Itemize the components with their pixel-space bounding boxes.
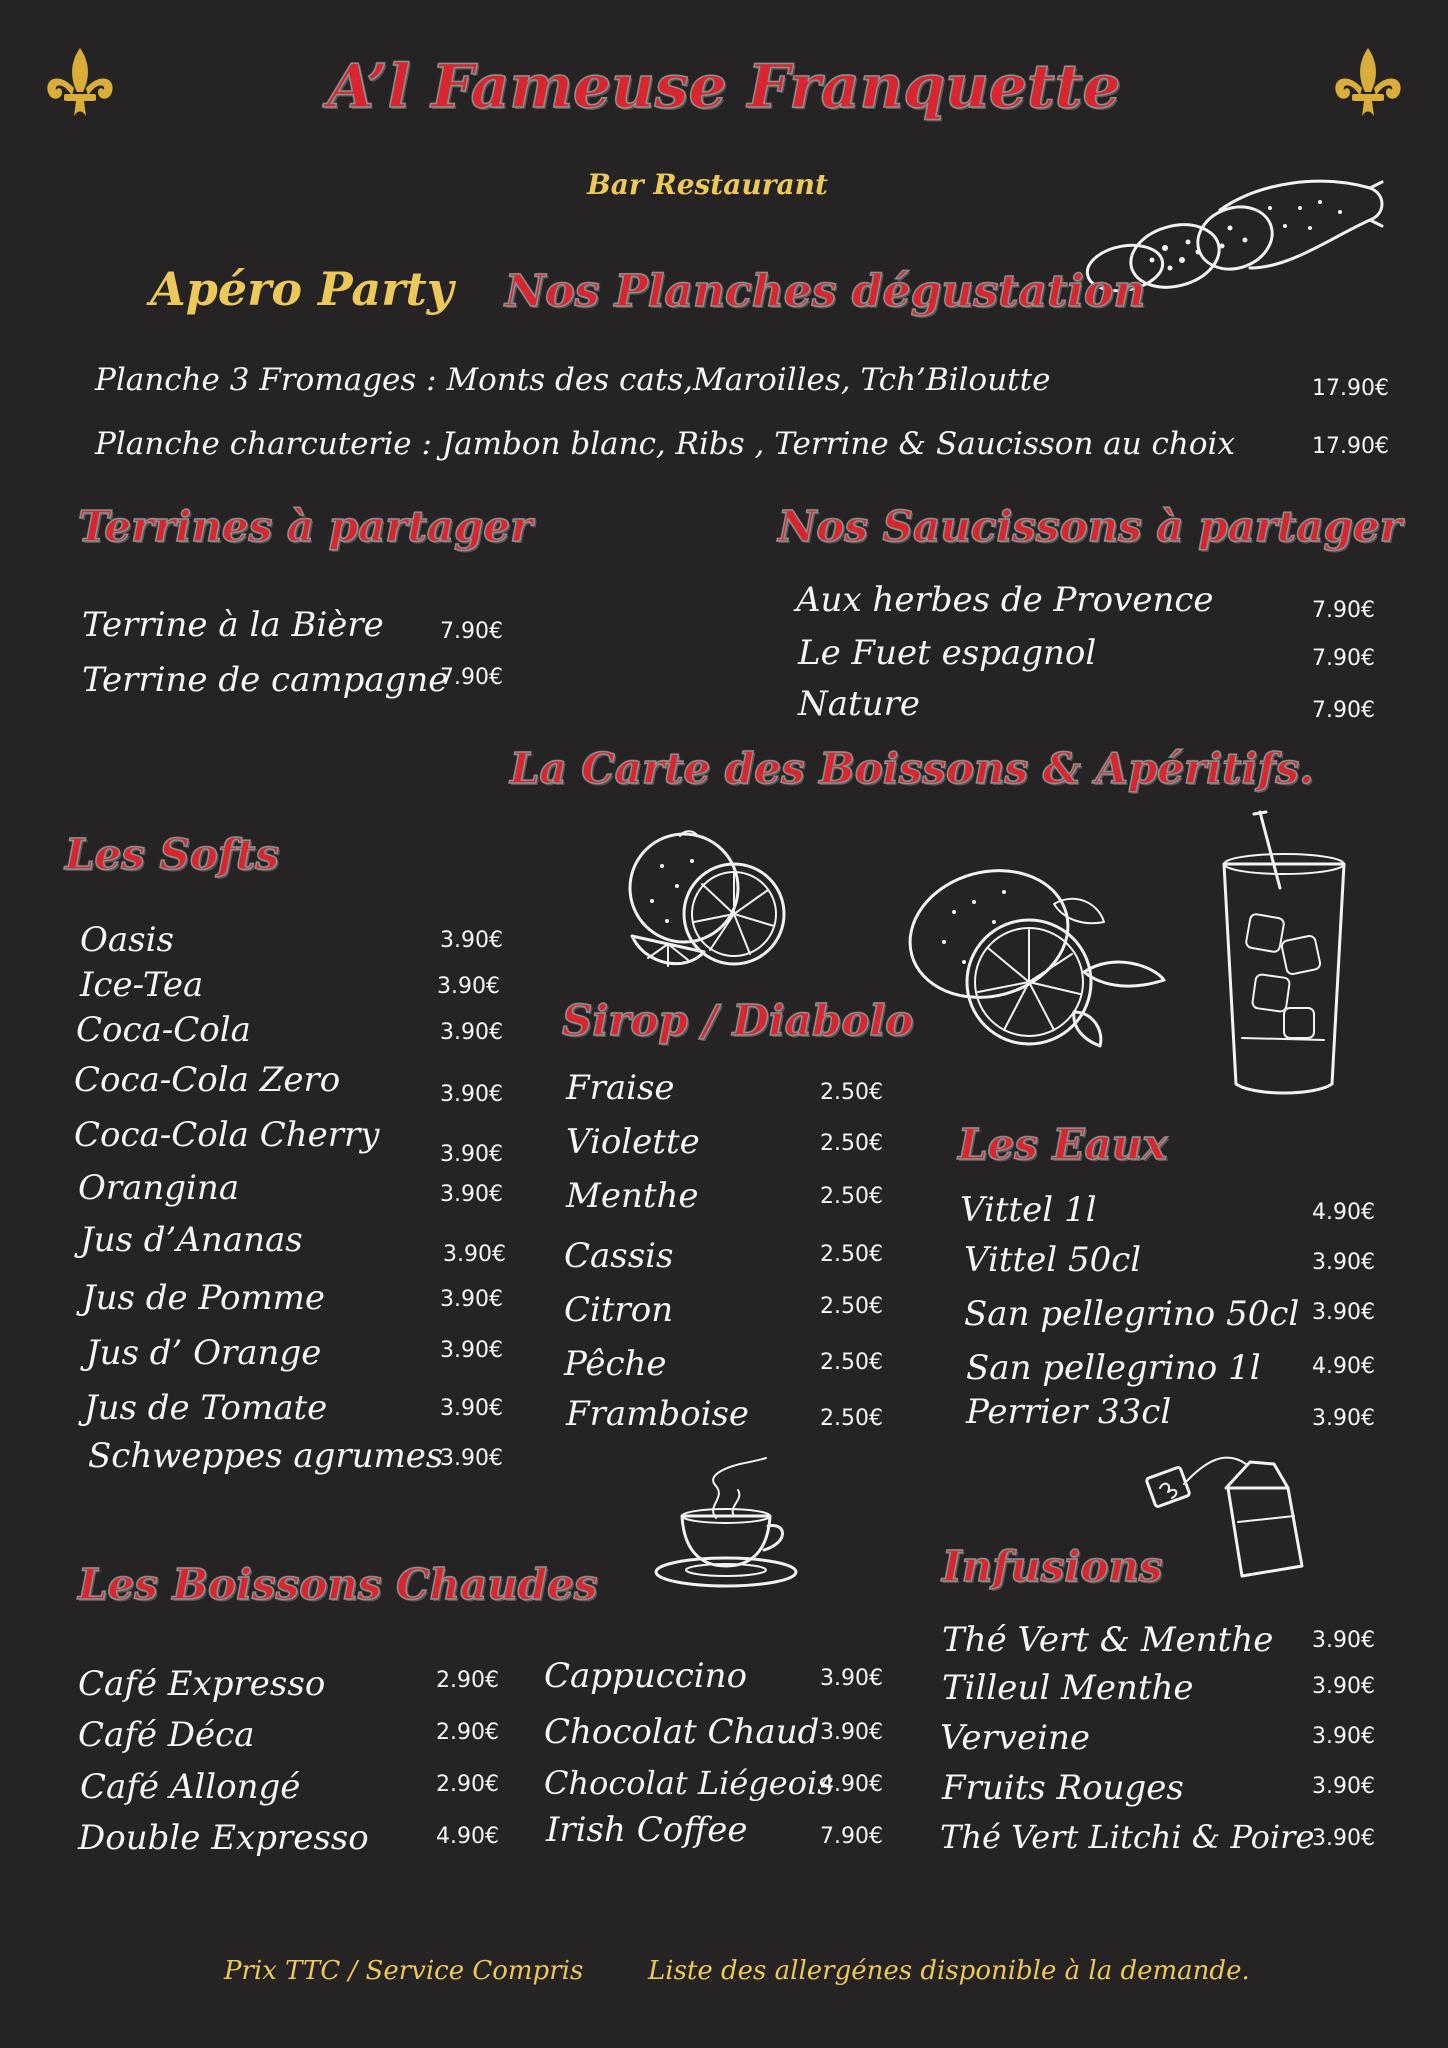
- terrine-item-price: 7.90€: [440, 619, 503, 644]
- soft-item-price: 3.90€: [440, 1182, 503, 1207]
- sirop-item-name: Pêche: [564, 1344, 667, 1384]
- eau-item-name: San pellegrino 1l: [966, 1348, 1261, 1388]
- terrine-item-name: Terrine à la Bière: [82, 605, 384, 645]
- saucissons-heading: Nos Saucissons à partager: [778, 502, 1402, 551]
- soft-item-name: Orangina: [78, 1168, 240, 1208]
- chaude-item-name: Cappuccino: [544, 1656, 748, 1696]
- soft-item-price: 3.90€: [440, 1020, 503, 1045]
- infusion-item-price: 3.90€: [1312, 1674, 1375, 1699]
- saucisson-item-name: Le Fuet espagnol: [798, 633, 1097, 673]
- sirop-item-price: 2.50€: [820, 1184, 883, 1209]
- terrine-item-name: Terrine de campagne: [82, 660, 449, 700]
- soft-item-price: 3.90€: [443, 1242, 506, 1267]
- infusion-item-price: 3.90€: [1312, 1724, 1375, 1749]
- chaude-item-price: 4.90€: [436, 1824, 499, 1849]
- chaude-item-price: 2.90€: [436, 1668, 499, 1693]
- infusions-heading: Infusions: [942, 1542, 1163, 1591]
- sirop-item-name: Fraise: [566, 1068, 675, 1108]
- menu-subtitle: Bar Restaurant: [587, 168, 828, 201]
- soft-item-name: Coca-Cola Cherry: [74, 1115, 380, 1155]
- sirop-heading: Sirop / Diabolo: [562, 996, 914, 1045]
- eau-item-price: 4.90€: [1312, 1354, 1375, 1379]
- softs-heading: Les Softs: [65, 830, 279, 879]
- eau-item-price: 3.90€: [1312, 1300, 1375, 1325]
- infusion-item-name: Fruits Rouges: [942, 1768, 1184, 1808]
- infusion-item-name: Thé Vert & Menthe: [942, 1620, 1274, 1660]
- tea-bag-illustration: [1146, 1440, 1316, 1580]
- soft-item-name: Jus de Tomate: [84, 1388, 328, 1428]
- soft-item-name: Coca-Cola Zero: [74, 1060, 341, 1100]
- sirop-item-price: 2.50€: [820, 1406, 883, 1431]
- eau-item-name: Vittel 50cl: [964, 1240, 1142, 1280]
- sirop-item-name: Cassis: [564, 1236, 674, 1276]
- orange-illustration: [622, 826, 792, 976]
- infusion-item-name: Tilleul Menthe: [942, 1668, 1194, 1708]
- saucisson-item-name: Nature: [798, 684, 920, 724]
- eau-item-name: San pellegrino 50cl: [964, 1294, 1300, 1334]
- soft-item-price: 3.90€: [440, 1287, 503, 1312]
- soft-item-price: 3.90€: [440, 1142, 503, 1167]
- soft-item-price: 3.90€: [440, 1082, 503, 1107]
- chaude-item-price: 3.90€: [820, 1666, 883, 1691]
- sirop-item-price: 2.50€: [820, 1080, 883, 1105]
- planches-heading: Nos Planches dégustation: [505, 266, 1146, 317]
- planche-item-price: 17.90€: [1312, 376, 1389, 401]
- soft-item-price: 3.90€: [440, 1446, 503, 1471]
- lemon-illustration: [904, 862, 1169, 1052]
- sirop-item-name: Citron: [564, 1290, 674, 1330]
- chaude-item-name: Double Expresso: [78, 1818, 369, 1858]
- soft-item-price: 3.90€: [440, 928, 503, 953]
- terrines-heading: Terrines à partager: [78, 502, 533, 551]
- chaude-item-price: 4.90€: [820, 1772, 883, 1797]
- apero-party-title: Apéro Party: [150, 262, 454, 316]
- sirop-item-price: 2.50€: [820, 1242, 883, 1267]
- infusion-item-price: 3.90€: [1312, 1826, 1375, 1851]
- footer-allergens-note: Liste des allergénes disponible à la demande.: [648, 1956, 1250, 1986]
- chaude-item-name: Chocolat Chaud: [544, 1712, 820, 1752]
- coffee-cup-illustration: [650, 1456, 810, 1596]
- saucisson-item-price: 7.90€: [1312, 646, 1375, 671]
- infusion-item-price: 3.90€: [1312, 1774, 1375, 1799]
- terrine-item-price: 7.90€: [440, 665, 503, 690]
- eau-item-name: Perrier 33cl: [966, 1392, 1172, 1432]
- sirop-item-price: 2.50€: [820, 1294, 883, 1319]
- eau-item-name: Vittel 1l: [960, 1190, 1097, 1230]
- planche-item-name: Planche charcuterie : Jambon blanc, Ribs , Terrine & Saucisson au choix: [95, 426, 1235, 462]
- sirop-item-price: 2.50€: [820, 1350, 883, 1375]
- saucisson-item-price: 7.90€: [1312, 698, 1375, 723]
- infusion-item-name: Thé Vert Litchi & Poire: [940, 1818, 1315, 1856]
- soft-item-price: 3.90€: [437, 974, 500, 999]
- eau-item-price: 3.90€: [1312, 1250, 1375, 1275]
- planche-item-name: Planche 3 Fromages : Monts des cats,Maroilles, Tch’Biloutte: [95, 362, 1051, 398]
- saucisson-item-name: Aux herbes de Provence: [796, 580, 1214, 620]
- chaude-item-price: 7.90€: [820, 1824, 883, 1849]
- chaude-item-name: Chocolat Liégeois: [544, 1764, 834, 1802]
- sirop-item-name: Violette: [566, 1122, 700, 1162]
- eaux-heading: Les Eaux: [958, 1120, 1168, 1169]
- eau-item-price: 3.90€: [1312, 1406, 1375, 1431]
- soft-item-price: 3.90€: [440, 1396, 503, 1421]
- planche-item-price: 17.90€: [1312, 434, 1389, 459]
- chaude-item-name: Café Allongé: [80, 1767, 301, 1807]
- soft-item-name: Jus de Pomme: [82, 1278, 326, 1318]
- chaude-item-name: Café Déca: [78, 1715, 255, 1755]
- sirop-item-price: 2.50€: [820, 1131, 883, 1156]
- chaude-item-name: Café Expresso: [78, 1664, 326, 1704]
- footer-prices-note: Prix TTC / Service Compris: [224, 1956, 584, 1986]
- chaude-item-price: 2.90€: [436, 1720, 499, 1745]
- soft-item-name: Coca-Cola: [76, 1010, 251, 1050]
- iced-drink-illustration: [1214, 808, 1354, 1100]
- soft-item-name: Schweppes agrumes: [88, 1436, 444, 1476]
- soft-item-price: 3.90€: [440, 1338, 503, 1363]
- sirop-item-name: Menthe: [566, 1176, 699, 1216]
- infusion-item-price: 3.90€: [1312, 1628, 1375, 1653]
- infusion-item-name: Verveine: [940, 1718, 1091, 1758]
- boissons-heading: La Carte des Boissons & Apéritifs.: [510, 744, 1314, 793]
- sirop-item-name: Framboise: [566, 1394, 750, 1434]
- chaude-item-name: Irish Coffee: [546, 1810, 748, 1850]
- menu-title: A’l Fameuse Franquette: [327, 52, 1121, 122]
- chaude-item-price: 2.90€: [436, 1772, 499, 1797]
- saucisson-item-price: 7.90€: [1312, 598, 1375, 623]
- soft-item-name: Ice-Tea: [80, 965, 204, 1005]
- eau-item-price: 4.90€: [1312, 1200, 1375, 1225]
- chaudes-heading: Les Boissons Chaudes: [78, 1560, 598, 1609]
- soft-item-name: Oasis: [80, 920, 174, 960]
- chaude-item-price: 3.90€: [820, 1720, 883, 1745]
- soft-item-name: Jus d’Ananas: [80, 1220, 303, 1260]
- soft-item-name: Jus d’ Orange: [86, 1333, 322, 1373]
